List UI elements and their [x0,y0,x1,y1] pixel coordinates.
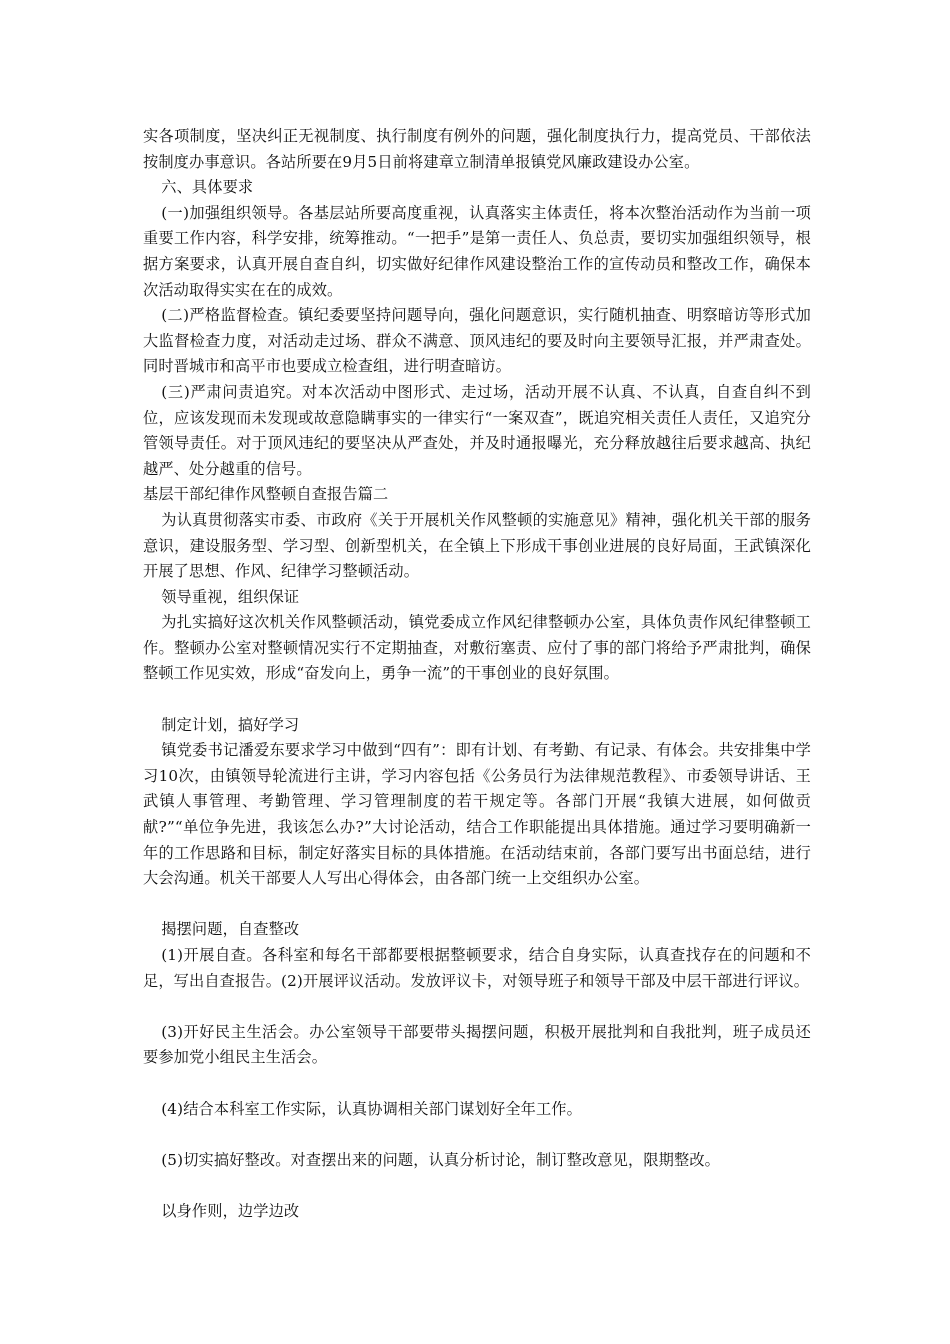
paragraph-annual-work-planning: (4)结合本科室工作实际，认真协调相关部门谋划好全年工作。 [161,1099,582,1118]
paragraph-democratic-life-meeting: (3)开好民主生活会。办公室领导干部要带头揭摆问题，积极开展批判和自我批判，班子成员还要参加党小组民主生活会。 [143,1022,811,1067]
paragraph-rectification-office: 为扎实搞好这次机关作风整顿活动，镇党委成立作风纪律整顿办公室，具体负责作风纪律整顿工作。整顿办公室对整顿情况实行不定期抽查，对敷衍塞责、应付了事的部门将给予严肃批判，确保整顿工作见实效，形成“奋发向上，勇争一流”的干事创业的良好氛围。 [143,613,811,683]
paragraph-intro: 为认真贯彻落实市委、市政府《关于开展机关作风整顿的实施意见》精神，强化机关干部的服务意识，建设服务型、学习型、创新型机关，在全镇上下形成干事创业进展的良好局面，王武镇深化开展了思想、作风、纪律学习整顿活动。 [143,510,811,581]
paragraph-organization-leadership: (一)加强组织领导。各基层站所要高度重视，认真落实主体责任，将本次整治活动作为当前一项重要工作内容，科学安排，统筹推动。“一把手”是第一责任人、负总责，要切实加强组织领导，根据方案要求，认真开展自查自纠，切实做好纪律作风建设整治工作的宣传动员和整改工作，确保本次活动取得实实在在的成效。 [143,203,811,299]
paragraph-supervision-inspection: (二)严格监督检查。镇纪委要坚持问题导向，强化问题意识，实行随机抽查、明察暗访等形式加大监督检查力度，对活动走过场、群众不满意、顶风违纪的要及时向主要领导汇报，并严肃查处。同时晋城市和高平市也要成立检查组，进行明查暗访。 [143,306,811,376]
subheading-plan-and-study: 制定计划，搞好学习 [161,715,300,734]
document-page [143,124,811,1225]
subheading-lead-by-example: 以身作则，边学边改 [161,1201,300,1220]
paragraph-accountability: (三)严肃问责追究。对本次活动中图形式、走过场，活动开展不认真、不认真，自查自纠不到位，应该发现而未发现或故意隐瞒事实的一律实行“一案双查”，既追究相关责任人责任，又追究分管领导责任。对于顶风违纪的要坚决从严查处，并及时通报曝光，充分释放越往后要求越高、执纪越严、处分越重的信号。 [143,382,811,478]
section-heading-specific-requirements: 六、具体要求 [161,178,254,197]
paragraph-1: 实各项制度，坚决纠正无视制度、执行制度有例外的问题，强化制度执行力，提高党员、干部依法按制度办事意识。各站所要在9月5日前将建章立制清单报镇党风廉政建设办公室。 [143,127,811,171]
paragraph-rectification: (5)切实搞好整改。对查摆出来的问题，认真分析讨论，制订整改意见，限期整改。 [161,1150,721,1169]
subheading-self-inspection: 揭摆问题，自查整改 [161,920,300,939]
paragraph-study-arrangements: 镇党委书记潘爱东要求学习中做到“四有”：即有计划、有考勤、有记录、有体会。共安排集中学习10次，由镇领导轮流进行主讲，学习内容包括《公务员行为法律规范教程》、市委领导讲话、王武镇人事管理、考勤管理、学习管理制度的若干规定等。各部门开展“我镇大进展，如何做贡献?”“单位争先进，我该怎么办?”大讨论活动，结合工作职能提出具体措施。通过学习要明确新一年的工作思路和目标，制定好落实目标的具体措施。在活动结束前，各部门要写出书面总结，进行大会沟通。机关干部要人人写出心得体会，由各部门统一上交组织办公室。 [143,741,811,888]
paragraph-self-inspection-items: (1)开展自查。各科室和每名干部都要根据整顿要求，结合自身实际，认真查找存在的问题和不足，写出自查报告。(2)开展评议活动。发放评议卡，对领导班子和领导干部及中层干部进行评议。 [143,946,811,990]
article-title-part-two: 基层干部纪律作风整顿自查报告篇二 [143,485,389,504]
subheading-leadership-attention: 领导重视，组织保证 [161,587,300,606]
